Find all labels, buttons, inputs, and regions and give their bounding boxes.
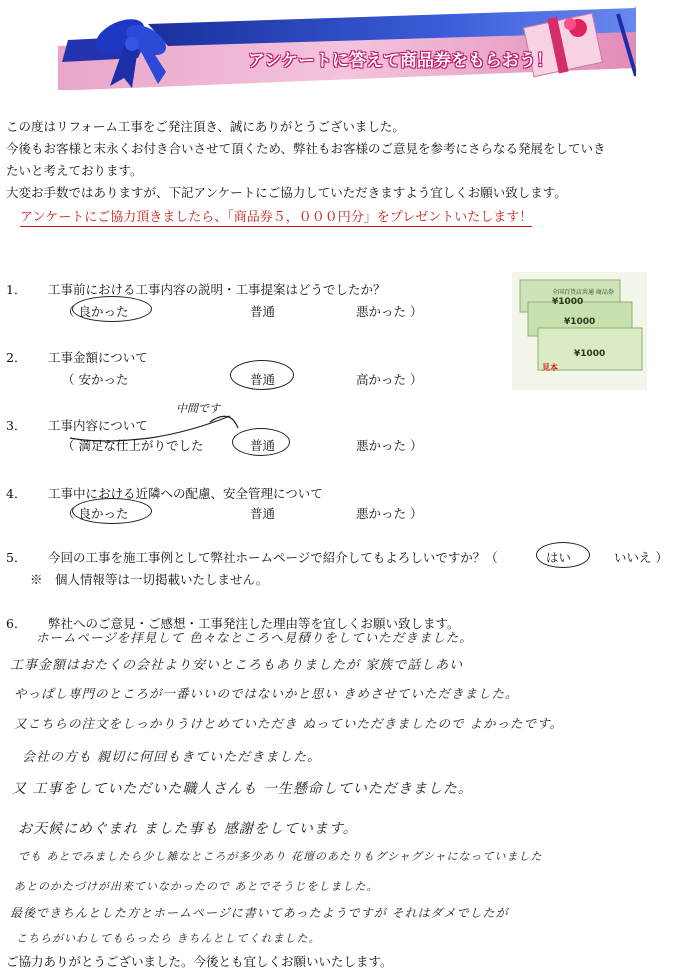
gift-voucher-image xyxy=(512,272,647,390)
closing-text: ご協力ありがとうございました。今後とも宜しくお願いいたします。 xyxy=(6,954,393,969)
q4-answer-circle xyxy=(72,498,152,524)
handwritten-line: お天候にめぐまれ ました事も 感謝をしています。 xyxy=(18,821,358,837)
q3-answer-circle xyxy=(232,428,290,456)
question-number: 2． xyxy=(6,350,27,365)
intro-text xyxy=(6,116,696,204)
question-number: 6． xyxy=(6,616,27,631)
question-number: 3． xyxy=(6,418,27,433)
voucher-amount-2: ¥1000 xyxy=(564,317,596,327)
handwritten-line: でも あとでみましたら少し雑なところが多少あり 花壇のあたりもグシャグシャになっていました xyxy=(18,850,543,863)
intro-line: たいと考えております。 xyxy=(6,163,143,178)
q2-answer-circle xyxy=(230,360,294,390)
q4-option-normal[interactable]: 普通 xyxy=(250,506,276,521)
voucher-amount-1: ¥1000 xyxy=(552,297,584,307)
q4-option-bad[interactable]: 悪かった ） xyxy=(356,506,423,521)
q2-option-normal[interactable]: 普通 xyxy=(250,372,276,387)
q5-option-yes[interactable]: はい xyxy=(546,550,572,565)
q5-answer-circle xyxy=(536,542,590,568)
q3-handwritten-mark xyxy=(60,408,240,448)
q3-handwritten-note: 中間です xyxy=(176,402,220,415)
voucher-label: 全国百貨店共通 商品券 xyxy=(552,289,614,296)
handwritten-line: こちらがいわしてもらったら きちんとしてくれました。 xyxy=(16,932,321,945)
privacy-note: ※ 個人情報等は一切掲載いたしません。 xyxy=(30,572,269,587)
q1-option-good[interactable]: （ 良かった xyxy=(62,304,129,319)
q1-option-normal[interactable]: 普通 xyxy=(250,304,276,319)
question-text: 工事前における工事内容の説明・工事提案はどうでしたか？ xyxy=(48,282,386,297)
q2-option-cheap[interactable]: （ 安かった xyxy=(62,372,129,387)
handwritten-line: 工事金額はおたくの会社より安いところもありましたが 家族で話しあい xyxy=(10,658,464,673)
q3-option-satisfied[interactable]: （ 満足な仕上がりでした xyxy=(62,438,204,453)
handwritten-line: やっぱし専門のところが一番いいのではないかと思い きめさせていただきました。 xyxy=(14,686,519,701)
handwritten-line: あとのかたづけが出来ていなかったので あとでそうじをしました。 xyxy=(14,880,379,893)
q4-option-good[interactable]: （ 良かった xyxy=(62,506,129,521)
promo-text: アンケートにご協力頂きましたら、「商品券５，０００円分」をプレゼントいたします！ xyxy=(20,206,532,227)
question-number: 1． xyxy=(6,282,27,297)
voucher-amount-3: ¥1000 xyxy=(574,349,606,359)
intro-line: この度はリフォーム工事をご発注頂き、誠にありがとうございました。 xyxy=(6,119,405,134)
handwritten-line: 会社の方も 親切に何回もきていただきました。 xyxy=(22,750,322,765)
q1-answer-circle xyxy=(72,296,152,322)
handwritten-line: 最後できちんとした方とホームページに書いてあったようですが それはダメでしたが xyxy=(10,906,509,920)
question-number: 5． xyxy=(6,550,27,565)
question-text: 工事中における近隣への配慮、安全管理について xyxy=(48,486,323,501)
question-text: 今回の工事を施工事例として弊社ホームページで紹介してもよろしいですか？（ xyxy=(48,550,498,565)
intro-line: 大変お手数ではありますが、下記アンケートにご協力していただきますよう宜しくお願い致します。 xyxy=(6,185,567,200)
voucher-sample-label: 見本 xyxy=(542,363,558,372)
question-text: 工事金額について xyxy=(48,350,148,365)
q3-option-normal[interactable]: 普通 xyxy=(250,438,276,453)
q3-option-bad[interactable]: 悪かった ） xyxy=(356,438,423,453)
intro-line: 今後もお客様と末永くお付き合いさせて頂くため、弊社もお客様のご意見を参考にさらなる発展をしていき xyxy=(6,141,606,156)
question-text: 工事内容について xyxy=(48,418,148,433)
question-text: 弊社へのご意見・ご感想・工事発注した理由等を宜しくお願い致します。 xyxy=(48,616,460,631)
q2-option-expensive[interactable]: 高かった ） xyxy=(356,372,423,387)
handwritten-line: 又こちらの注文をしっかりうけとめていただき ぬっていただきましたので よかったです。 xyxy=(14,716,563,731)
question-number: 4． xyxy=(6,486,27,501)
q5-option-no[interactable]: いいえ ） xyxy=(614,550,668,565)
banner-title: アンケートに答えて商品券をもらおう！ xyxy=(248,51,553,71)
q1-option-bad[interactable]: 悪かった ） xyxy=(356,304,423,319)
survey-banner xyxy=(58,6,636,90)
handwritten-line: ホームページを拝見して 色々なところへ見積りをしていただきました。 xyxy=(36,630,473,645)
handwritten-line: 又 工事をしていただいた職人さんも 一生懸命していただきました。 xyxy=(12,781,473,797)
